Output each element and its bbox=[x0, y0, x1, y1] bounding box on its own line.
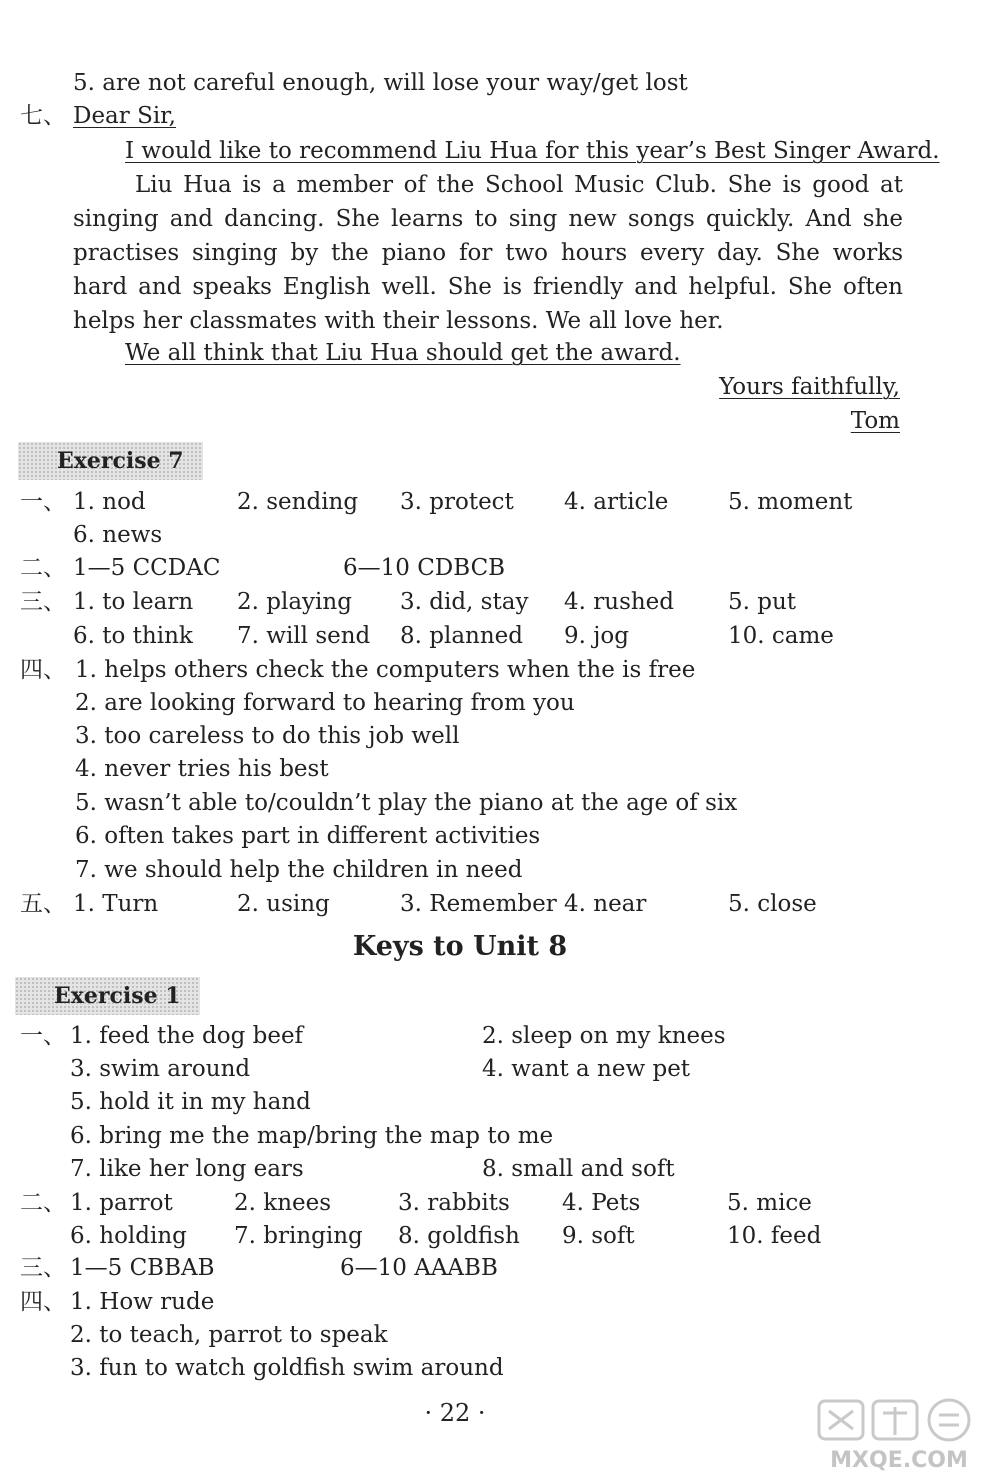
watermark-logo bbox=[807, 1395, 992, 1473]
letter-body-text: Liu Hua is a member of the School Music Club. She is good at singing and dancing. She learns to sing new songs quickly. And she practises singing by the piano for two hours every day. She works hard and speaks English well. She is friendly and helpful. She often helps her classmates with their lessons. We all love her. bbox=[73, 172, 903, 334]
answer-group: 6—10 CDBCB bbox=[343, 555, 506, 581]
answer-item: 3. did, stay bbox=[400, 589, 529, 615]
answer-item: 3. swim around bbox=[70, 1056, 251, 1082]
answer-item: 5. put bbox=[728, 589, 797, 615]
letter-closing: We all think that Liu Hua should get the award. bbox=[125, 340, 681, 366]
answer-line: 6. often takes part in different activities bbox=[75, 823, 541, 849]
answer-item: 7. will send bbox=[237, 623, 371, 649]
watermark-icon bbox=[807, 1395, 992, 1473]
letter-body bbox=[73, 168, 903, 338]
answer-line: 3. too careless to do this job well bbox=[75, 723, 460, 749]
section-marker: 四、 bbox=[20, 1289, 66, 1315]
answer-item: 9. soft bbox=[562, 1223, 635, 1249]
answer-item: 2. sending bbox=[237, 489, 359, 515]
answer-item: 2. using bbox=[237, 891, 330, 917]
section-marker: 一、 bbox=[20, 489, 66, 515]
answer-line: 1. helps others check the computers when the is free bbox=[75, 657, 696, 683]
answer-item: 2. knees bbox=[234, 1190, 332, 1216]
answer-item: 3. protect bbox=[400, 489, 514, 515]
section-marker: 五、 bbox=[20, 891, 66, 917]
page-number: · 22 · bbox=[424, 1399, 486, 1427]
answer-item: 8. small and soft bbox=[482, 1156, 675, 1182]
answer-item: 8. goldfish bbox=[398, 1223, 520, 1249]
exercise-label: Exercise 1 bbox=[54, 983, 181, 1009]
section-marker: 七、 bbox=[20, 103, 66, 129]
answer-item: 6. news bbox=[73, 522, 163, 548]
answer-item: 1. feed the dog beef bbox=[70, 1023, 304, 1049]
answer-item: 4. near bbox=[564, 891, 647, 917]
answer-item: 7. bringing bbox=[234, 1223, 363, 1249]
letter-salutation: Dear Sir, bbox=[73, 103, 176, 129]
answer-line: 2. to teach, parrot to speak bbox=[70, 1322, 388, 1348]
letter-opening: I would like to recommend Liu Hua for this year’s Best Singer Award. bbox=[125, 138, 940, 164]
section-marker: 三、 bbox=[20, 589, 66, 615]
section-marker: 一、 bbox=[20, 1023, 66, 1049]
answer-item: 1. nod bbox=[73, 489, 146, 515]
answer-line: 5. are not careful enough, will lose your way/get lost bbox=[73, 70, 688, 96]
answer-item: 4. want a new pet bbox=[482, 1056, 691, 1082]
answer-item: 5. moment bbox=[728, 489, 853, 515]
letter-signoff: Yours faithfully, bbox=[719, 374, 900, 400]
section-marker: 三、 bbox=[20, 1255, 66, 1281]
unit-heading: Keys to Unit 8 bbox=[352, 931, 568, 962]
answer-line: 1. How rude bbox=[70, 1289, 215, 1315]
answer-item: 2. playing bbox=[237, 589, 352, 615]
answer-group: 1—5 CCDAC bbox=[73, 555, 221, 581]
answer-item: 4. rushed bbox=[564, 589, 675, 615]
answer-item: 9. jog bbox=[564, 623, 629, 649]
exercise-label: Exercise 7 bbox=[57, 448, 184, 474]
answer-item: 5. mice bbox=[727, 1190, 812, 1216]
answer-item: 2. sleep on my knees bbox=[482, 1023, 726, 1049]
section-marker: 四、 bbox=[20, 657, 66, 683]
answer-item: 1. to learn bbox=[73, 589, 194, 615]
answer-line: 3. fun to watch goldfish swim around bbox=[70, 1355, 504, 1381]
answer-item: 8. planned bbox=[400, 623, 524, 649]
answer-item: 1. Turn bbox=[73, 891, 159, 917]
answer-item: 6. bring me the map/bring the map to me bbox=[70, 1123, 554, 1149]
answer-item: 4. article bbox=[564, 489, 669, 515]
answer-item: 1. parrot bbox=[70, 1190, 173, 1216]
answer-group: 6—10 AAABB bbox=[340, 1255, 498, 1281]
answer-group: 1—5 CBBAB bbox=[70, 1255, 215, 1281]
answer-item: 6. to think bbox=[73, 623, 193, 649]
answer-item: 4. Pets bbox=[562, 1190, 641, 1216]
answer-item: 3. Remember bbox=[400, 891, 557, 917]
answer-line: 4. never tries his best bbox=[75, 756, 329, 782]
answer-item: 5. hold it in my hand bbox=[70, 1089, 311, 1115]
section-marker: 二、 bbox=[20, 555, 66, 581]
answer-item: 5. close bbox=[728, 891, 817, 917]
answer-line: 7. we should help the children in need bbox=[75, 857, 523, 883]
watermark-text: MXQE.COM bbox=[830, 1448, 968, 1473]
letter-signature: Tom bbox=[850, 408, 900, 434]
answer-line: 5. wasn’t able to/couldn’t play the piano at the age of six bbox=[75, 790, 738, 816]
answer-item: 10. feed bbox=[727, 1223, 822, 1249]
answer-item: 7. like her long ears bbox=[70, 1156, 304, 1182]
answer-line: 2. are looking forward to hearing from you bbox=[75, 690, 575, 716]
answer-item: 3. rabbits bbox=[398, 1190, 510, 1216]
section-marker: 二、 bbox=[20, 1190, 66, 1216]
answer-item: 10. came bbox=[728, 623, 834, 649]
answer-item: 6. holding bbox=[70, 1223, 187, 1249]
